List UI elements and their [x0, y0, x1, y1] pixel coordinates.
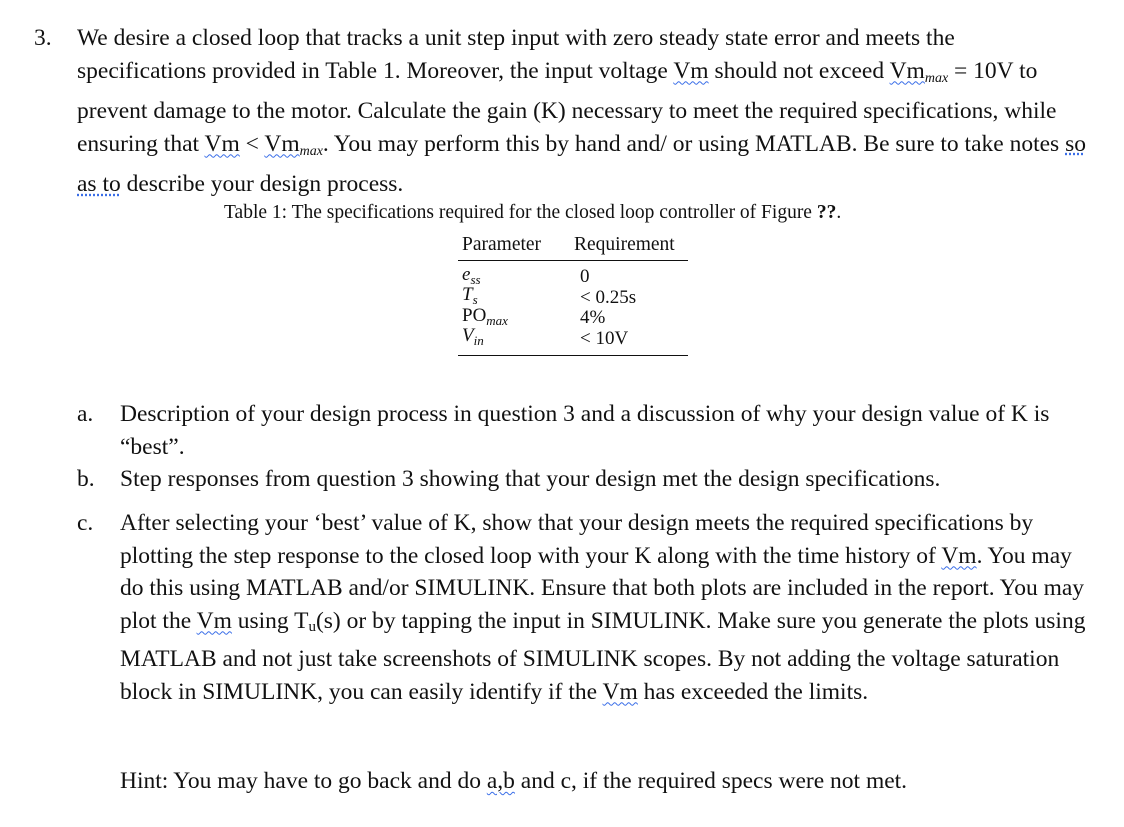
item-c-text-3: using T — [231, 607, 309, 634]
vm-max-base: Vm — [889, 57, 925, 84]
hint-text — [120, 765, 907, 798]
header-requirement: Requirement — [574, 234, 675, 255]
hint-text-2: and c, if the required specs were not met. — [514, 768, 908, 794]
item-text-b: Step responses from question 3 showing that your design met the design specifications. — [120, 466, 941, 492]
item-label-b: b. — [77, 466, 95, 492]
table-body — [458, 261, 688, 356]
vm-term: Vm — [673, 57, 709, 84]
question-text-1: We desire a closed loop that tracks a unit step input with zero steady state error and meets the specifications provided in Table 1. Moreover, the input voltage — [77, 25, 955, 84]
table-row — [458, 325, 688, 350]
param-symbol: T — [462, 284, 473, 305]
item-label-c: c. — [77, 510, 94, 536]
requirement-cell: 4% — [580, 307, 606, 328]
vm-term-c1: Vm — [941, 542, 977, 569]
question-text-5: describe your design process. — [120, 171, 404, 197]
specifications-table — [458, 230, 688, 356]
requirement-cell: < 10V — [580, 327, 629, 349]
caption-prefix: Table 1: The specifications required for the closed loop controller of Figure — [224, 202, 817, 223]
less-than: < — [239, 130, 265, 157]
item-label-a: a. — [77, 401, 94, 427]
vm-max-base-2: Vm — [264, 130, 300, 157]
question-text-2: should not exceed — [708, 57, 890, 84]
requirement-cell: 0 — [580, 266, 590, 287]
item-c-text-4: (s) or by tapping the input in SIMULINK. Make sure you generate the plots using MATLAB and not just take screenshots of SIMULINK scopes. By not adding the voltage saturation block in SIMULINK, you can easily identify if the — [120, 607, 1086, 705]
param-subscript: max — [486, 312, 508, 328]
item-text-a: Description of your design process in question 3 and a discussion of why your design value of K is “best”. — [120, 401, 1050, 460]
question-text-3: = 10V to prevent damage to the motor. Calculate the gain (K) necessary to meet the required specifications, while ensuring that — [77, 57, 1057, 157]
item-c-text-5: has exceeded the limits. — [637, 678, 869, 705]
header-parameter: Parameter — [462, 234, 542, 255]
vm-max-term — [890, 58, 949, 84]
param-subscript: ss — [470, 271, 481, 287]
param-cell — [458, 326, 574, 352]
param-symbol: V — [462, 325, 474, 346]
caption-suffix: . — [836, 202, 842, 223]
question-number: 3. — [34, 25, 52, 51]
param-symbol: e — [462, 263, 471, 285]
vm-term-2: Vm — [204, 130, 240, 157]
ab-term: a,b — [486, 768, 515, 794]
vm-term-c3: Vm — [602, 678, 638, 705]
so-as-to-phrase: so as to — [77, 130, 1086, 197]
vm-max-term-2 — [264, 131, 323, 157]
requirement-cell: < 0.25s — [580, 286, 637, 308]
param-subscript: in — [473, 333, 484, 348]
vm-max-subscript-2: max — [299, 143, 323, 159]
item-text-c — [120, 507, 1092, 708]
hint-text-1: Hint: You may have to go back and do — [120, 768, 487, 794]
vm-term-c2: Vm — [196, 607, 232, 634]
param-symbol: PO — [462, 304, 487, 326]
question-text-4: . You may perform this by hand and/ or using MATLAB. Be sure to take notes — [322, 130, 1066, 157]
vm-max-subscript: max — [924, 70, 949, 86]
tu-subscript: u — [308, 618, 316, 635]
table-caption — [224, 200, 841, 226]
figure-reference: ?? — [816, 202, 837, 223]
param-subscript: s — [472, 292, 478, 307]
table-header-row — [458, 230, 688, 261]
item-c-text-1: After selecting your ‘best’ value of K, show that your design meets the required specifications by plotting the step response to the closed loop with your K along with the time history of — [120, 510, 1034, 569]
item-c-text-2: . You may do this using MATLAB and/or SIMULINK. Ensure that both plots are included in the report. You may plot the — [120, 542, 1085, 634]
question-text — [77, 22, 1087, 201]
